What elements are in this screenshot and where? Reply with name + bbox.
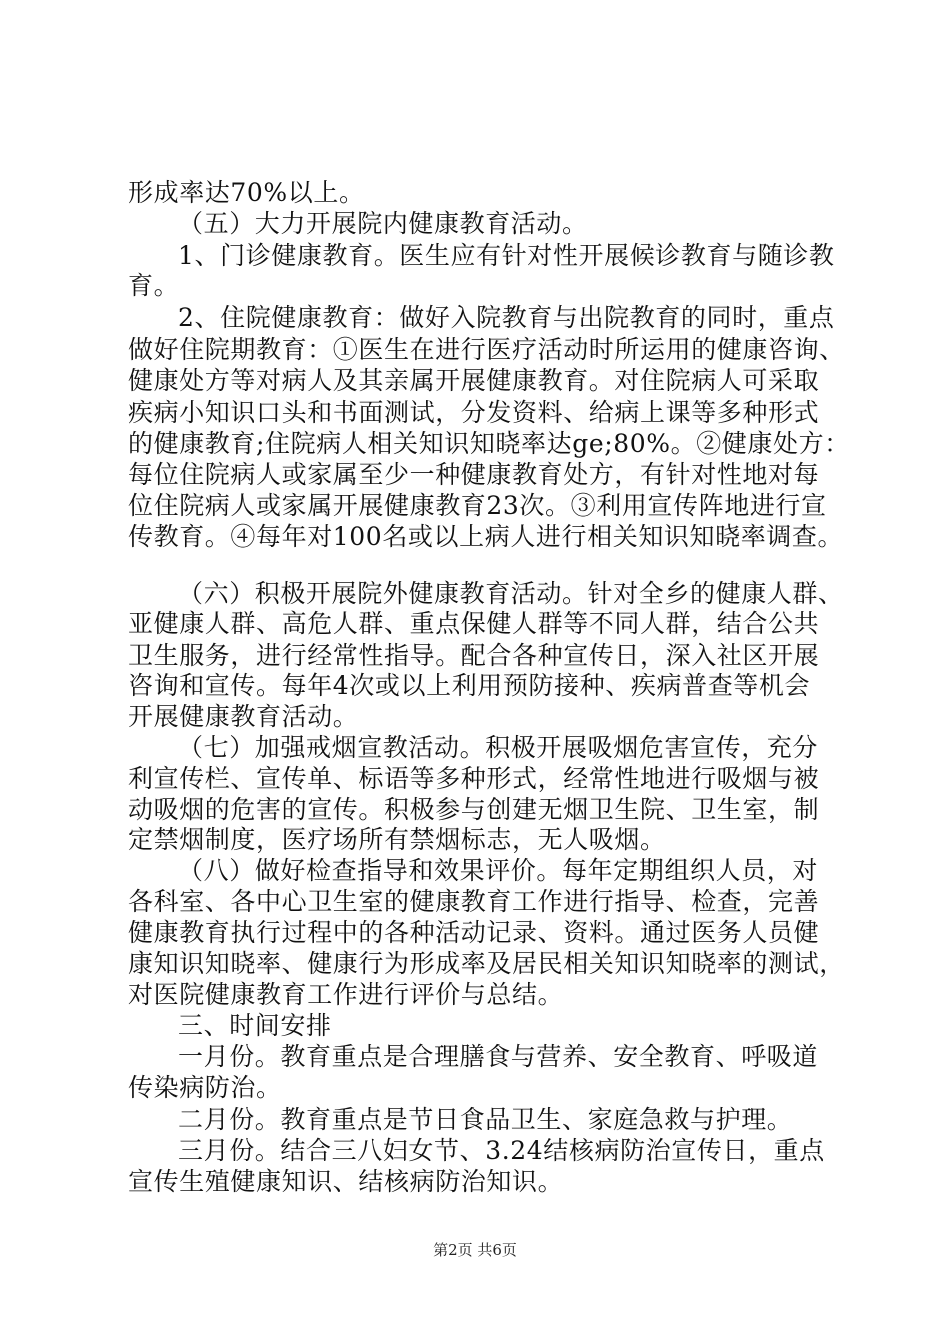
text-line: 每位住院病人或家属至少一种健康教育处方，有针对性地对每 <box>128 460 820 489</box>
text-line: 2、住院健康教育：做好入院教育与出院教育的同时，重点 <box>178 303 835 332</box>
text-line: 亚健康人群、高危人群、重点保健人群等不同人群，结合公共 <box>128 609 820 638</box>
text-line: 三月份。结合三八妇女节、3.24结核病防治宣传日，重点 <box>178 1136 825 1165</box>
section-heading-7: （七）加强戒烟宣教活动。积极开展吸烟危害宣传，充分 <box>178 733 819 762</box>
text-line: 利宣传栏、宣传单、标语等多种形式，经常性地进行吸烟与被 <box>128 764 820 793</box>
text-line: 二月份。教育重点是节日食品卫生、家庭急救与护理。 <box>178 1105 793 1134</box>
text-line: 一月份。教育重点是合理膳食与营养、安全教育、呼吸道 <box>178 1042 819 1071</box>
text-line: 1、门诊健康教育。医生应有针对性开展候诊教育与随诊教 <box>178 241 835 270</box>
text-line: 康知识知晓率、健康行为形成率及居民相关知识知晓率的测试， <box>128 949 845 978</box>
text-line: 定禁烟制度，医疗场所有禁烟标志，无人吸烟。 <box>128 825 666 854</box>
text-line: 做好住院期教育：①医生在进行医疗活动时所运用的健康咨询、 <box>128 335 845 364</box>
section-heading-6: （六）积极开展院外健康教育活动。针对全乡的健康人群、 <box>178 579 844 608</box>
text-line: 开展健康教育活动。 <box>128 702 359 731</box>
section-heading-8: （八）做好检查指导和效果评价。每年定期组织人员，对 <box>178 856 819 885</box>
page-number-footer: 第2页 共6页 <box>433 1241 517 1259</box>
section-heading-3: 三、时间安排 <box>178 1011 332 1040</box>
text-line: 动吸烟的危害的宣传。积极参与创建无烟卫生院、卫生室，制 <box>128 795 820 824</box>
text-line: 健康处方等对病人及其亲属开展健康教育。对住院病人可采取 <box>128 366 820 395</box>
text-line: 育。 <box>128 271 180 300</box>
text-line: 咨询和宣传。每年4次或以上利用预防接种、疾病普查等机会 <box>128 671 811 700</box>
text-line: 宣传生殖健康知识、结核病防治知识。 <box>128 1167 564 1196</box>
text-line: 各科室、各中心卫生室的健康教育工作进行指导、检查，完善 <box>128 887 820 916</box>
section-heading-5: （五）大力开展院内健康教育活动。 <box>178 209 588 238</box>
text-line: 对医院健康教育工作进行评价与总结。 <box>128 980 564 1009</box>
text-line: 的健康教育;住院病人相关知识知晓率达ge;80%。②健康处方： <box>128 429 850 458</box>
text-line: 位住院病人或家属开展健康教育23次。③利用宣传阵地进行宣 <box>128 491 827 520</box>
text-line: 传染病防治。 <box>128 1073 282 1102</box>
text-line: 疾病小知识口头和书面测试，分发资料、给病上课等多种形式 <box>128 398 820 427</box>
text-line: 卫生服务，进行经常性指导。配合各种宣传日，深入社区开展 <box>128 641 820 670</box>
text-line: 传教育。④每年对100名或以上病人进行相关知识知晓率调查。 <box>128 522 844 551</box>
text-line: 健康教育执行过程中的各种活动记录、资料。通过医务人员健 <box>128 918 820 947</box>
text-line: 形成率达70%以上。 <box>128 178 365 207</box>
